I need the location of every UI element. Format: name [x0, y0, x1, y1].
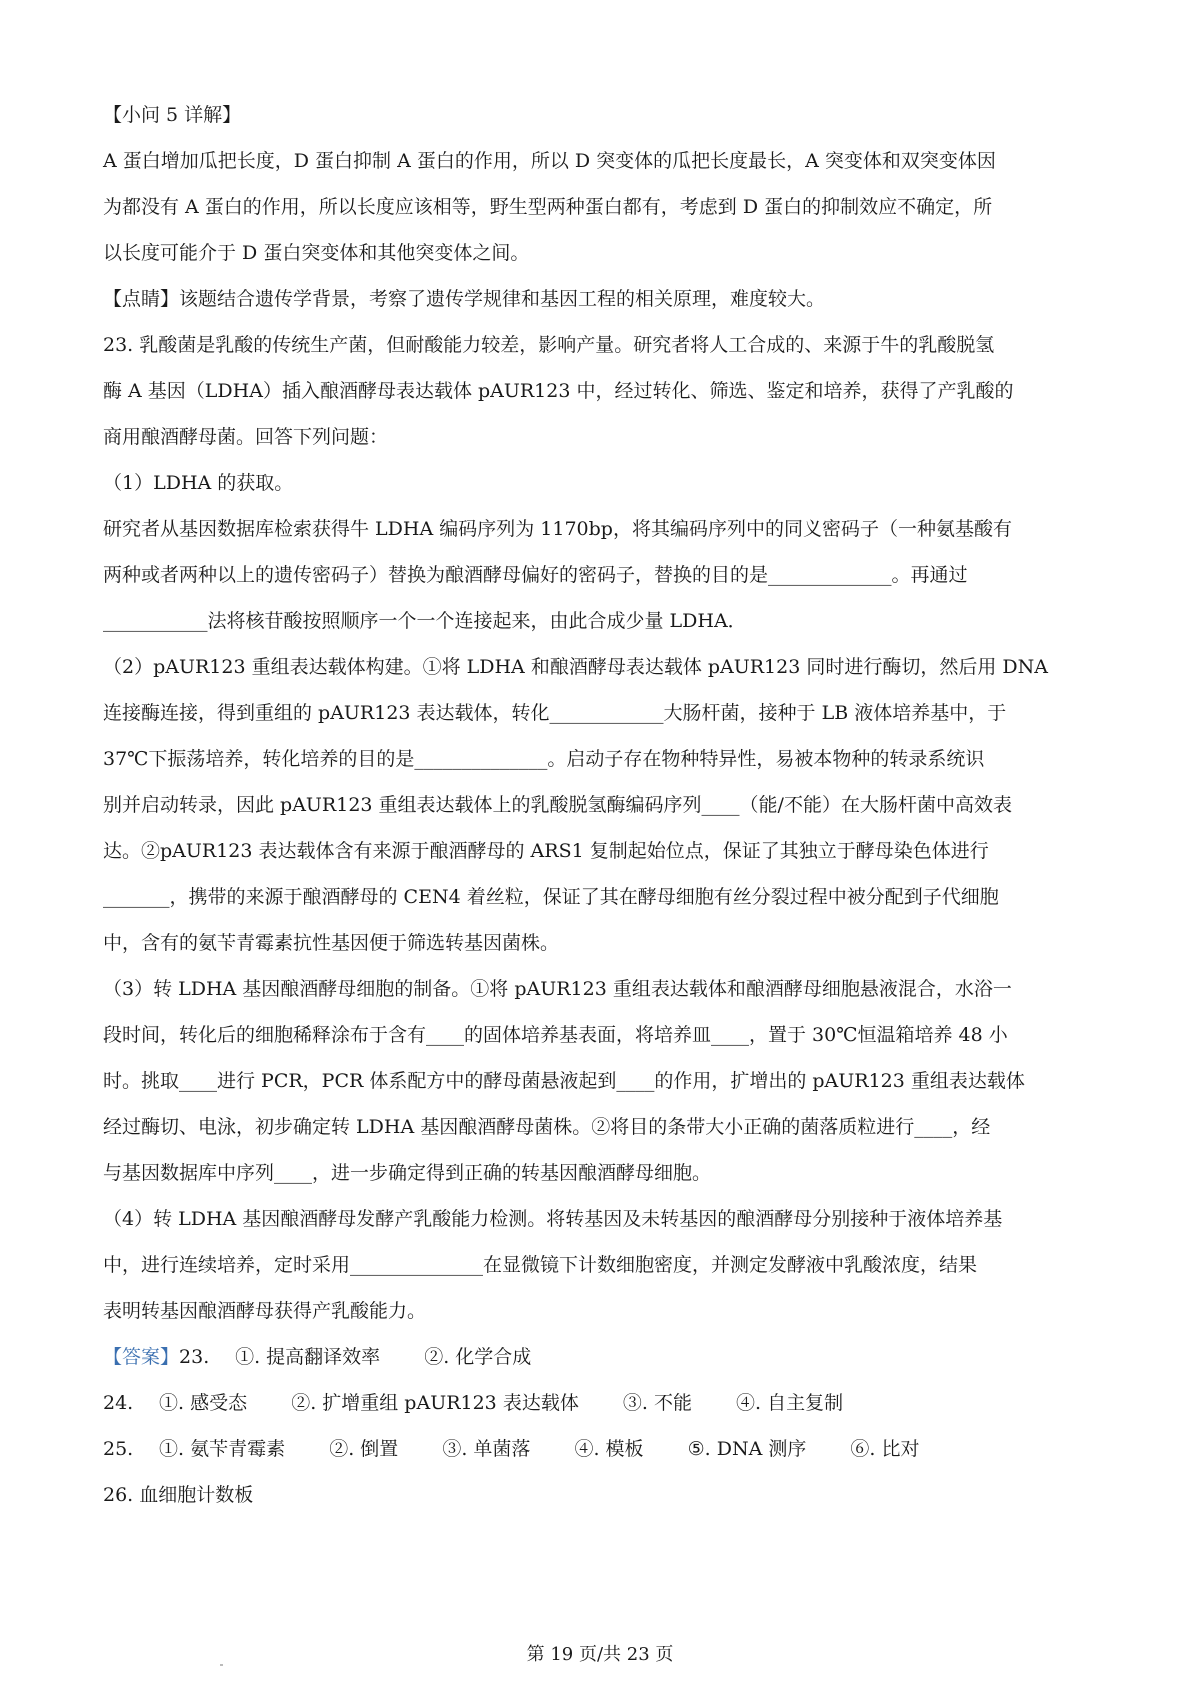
comment-line: 【点睛】该题结合遗传学背景，考察了遗传学规律和基因工程的相关原理，难度较大。	[103, 288, 826, 310]
answer-item: ①. 感受态	[159, 1392, 248, 1414]
answer-tag: 【答案】	[103, 1346, 180, 1368]
answer-item: ①. 氨苄青霉素	[159, 1438, 286, 1460]
q23-intro-line: 酶 A 基因（LDHA）插入酿酒酵母表达载体 pAUR123 中，经过转化、筛选、鉴定和培养，获得了产乳酸的	[103, 380, 1014, 402]
q23-part3-line: 段时间，转化后的细胞稀释涂布于含有____的固体培养基表面，将培养皿____，置于 30℃恒温箱培养 48 小	[103, 1024, 1008, 1046]
answer-number: 25.	[103, 1438, 134, 1460]
answer-item: ⑥. 比对	[850, 1438, 920, 1460]
q23-part4-line: 表明转基因酿酒酵母获得产乳酸能力。	[103, 1300, 427, 1322]
answer-item: ⑤. DNA 测序	[687, 1438, 807, 1460]
q23-part3-line: 与基因数据库中序列____，进一步确定得到正确的转基因酿酒酵母细胞。	[103, 1162, 712, 1184]
q23-part4-line: （4）转 LDHA 基因酿酒酵母发酵产乳酸能力检测。将转基因及未转基因的酿酒酵母分别接种于液体培养基	[103, 1208, 1003, 1230]
answer-number: 23.	[179, 1346, 210, 1368]
q23-part2-line: _______，携带的来源于酿酒酵母的 CEN4 着丝粒，保证了其在酵母细胞有丝分裂过程中被分配到子代细胞	[103, 886, 999, 908]
q23-part2-line: 37℃下振荡培养，转化培养的目的是______________。启动子存在物种特异性，易被本物种的转录系统识	[103, 748, 985, 770]
answer-item: ②. 扩增重组 pAUR123 表达载体	[291, 1392, 579, 1414]
answer-row-24	[103, 1380, 1103, 1426]
q23-part3-line: 时。挑取____进行 PCR，PCR 体系配方中的酵母菌悬液起到____的作用，扩增出的 pAUR123 重组表达载体	[103, 1070, 1025, 1092]
q5-heading: 【小问 5 详解】	[103, 104, 242, 126]
answer-item: ②. 化学合成	[424, 1346, 532, 1368]
answer-row-23	[103, 1334, 1103, 1380]
answer-number: 24.	[103, 1392, 134, 1414]
q23-part3-line: （3）转 LDHA 基因酿酒酵母细胞的制备。①将 pAUR123 重组表达载体和酿酒酵母细胞悬液混合，水浴一	[103, 978, 1012, 1000]
q23-part1-line: 研究者从基因数据库检索获得牛 LDHA 编码序列为 1170bp，将其编码序列中的同义密码子（一种氨基酸有	[103, 518, 1012, 540]
q23-part2-line: 连接酶连接，得到重组的 pAUR123 表达载体，转化____________大肠杆菌，接种于 LB 液体培养基中，于	[103, 702, 1007, 724]
q5-text-line: 为都没有 A 蛋白的作用，所以长度应该相等，野生型两种蛋白都有，考虑到 D 蛋白的抑制效应不确定，所	[103, 196, 993, 218]
q5-text-line: A 蛋白增加瓜把长度，D 蛋白抑制 A 蛋白的作用，所以 D 突变体的瓜把长度最长，A 突变体和双突变体因	[103, 150, 996, 172]
q23-part3-line: 经过酶切、电泳，初步确定转 LDHA 基因酿酒酵母菌株。②将目的条带大小正确的菌落质粒进行____，经	[103, 1116, 991, 1138]
q23-part2-line: 中，含有的氨苄青霉素抗性基因便于筛选转基因菌株。	[103, 932, 560, 954]
answer-item: ③. 不能	[622, 1392, 692, 1414]
q23-part4-line: 中，进行连续培养，定时采用______________在显微镜下计数细胞密度，并测定发酵液中乳酸浓度，结果	[103, 1254, 978, 1276]
answer-item: ④. 自主复制	[736, 1392, 844, 1414]
answer-item: ①. 提高翻译效率	[235, 1346, 381, 1368]
q23-part1-line: 两种或者两种以上的遗传密码子）替换为酿酒酵母偏好的密码子，替换的目的是_____________。再通过	[103, 564, 968, 586]
q23-intro-line: 23. 乳酸菌是乳酸的传统生产菌，但耐酸能力较差，影响产量。研究者将人工合成的、来源于牛的乳酸脱氢	[103, 334, 995, 356]
q23-part2-line: 达。②pAUR123 表达载体含有来源于酿酒酵母的 ARS1 复制起始位点，保证了其独立于酵母染色体进行	[103, 840, 989, 862]
answer-row-26: 26. 血细胞计数板	[103, 1484, 254, 1506]
q23-part1-line: ___________法将核苷酸按照顺序一个一个连接起来，由此合成少量 LDHA．	[103, 610, 747, 632]
answer-item: ④. 模板	[574, 1438, 644, 1460]
answer-item: ②. 倒置	[329, 1438, 399, 1460]
document-body	[103, 92, 1103, 1518]
q23-part2-line: （2）pAUR123 重组表达载体构建。①将 LDHA 和酿酒酵母表达载体 pAUR123 同时进行酶切，然后用 DNA	[103, 656, 1048, 678]
q5-text-line: 以长度可能介于 D 蛋白突变体和其他突变体之间。	[103, 242, 530, 264]
page-footer: 第 19 页/共 23 页	[526, 1644, 674, 1665]
q23-intro-line: 商用酿酒酵母菌。回答下列问题：	[103, 426, 389, 448]
q23-part2-line: 别并启动转录，因此 pAUR123 重组表达载体上的乳酸脱氢酶编码序列____（能/不能）在大肠杆菌中高效表	[103, 794, 1012, 816]
answer-row-25	[103, 1426, 1103, 1472]
answer-item: ③. 单菌落	[442, 1438, 531, 1460]
q23-part1-title: （1）LDHA 的获取。	[103, 472, 294, 494]
